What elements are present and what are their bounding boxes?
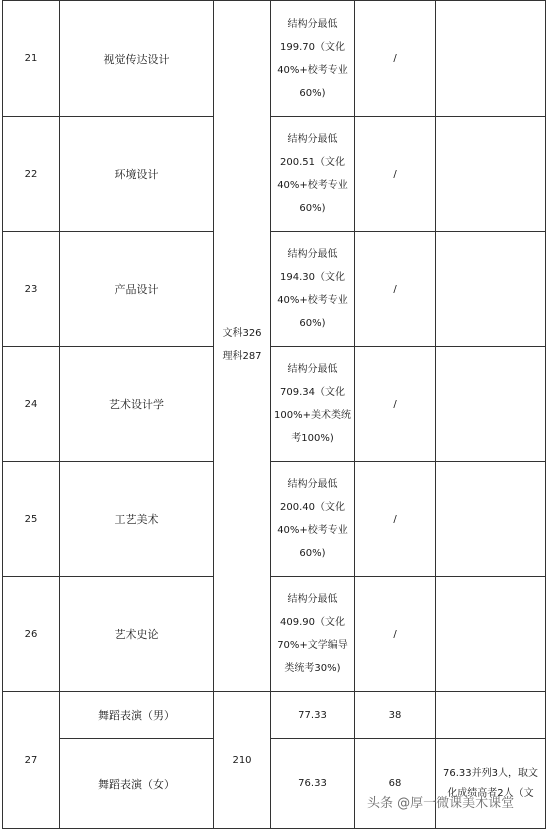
table-row: [3, 577, 546, 692]
major-name: 视觉传达设计: [60, 1, 214, 117]
row-number: 24: [3, 347, 60, 462]
plan-count: 38: [355, 692, 436, 739]
score-condition: 76.33: [271, 739, 355, 829]
remark-cell: [436, 577, 546, 692]
remark-cell: [436, 462, 546, 577]
plan-count: /: [355, 1, 436, 117]
remark-cell: [436, 347, 546, 462]
major-name: 工艺美术: [60, 462, 214, 577]
score-science: 理科287: [222, 351, 262, 362]
plan-count: /: [355, 232, 436, 347]
plan-count: /: [355, 577, 436, 692]
table-row: [3, 462, 546, 577]
score-condition: 结构分最低 194.30（文化 40%+校考专业 60%): [271, 232, 355, 347]
merged-score-cell: [214, 1, 271, 692]
plan-count: /: [355, 347, 436, 462]
row-number: 25: [3, 462, 60, 577]
major-name: 环境设计: [60, 117, 214, 232]
remark-cell: [436, 1, 546, 117]
table-row: [3, 739, 546, 829]
table-row: [3, 692, 546, 739]
major-name: 艺术设计学: [60, 347, 214, 462]
admission-score-table: [2, 0, 546, 829]
table-row: [3, 1, 546, 117]
merged-score-cell: 210: [214, 692, 271, 829]
major-name: 舞蹈表演（男）: [60, 692, 214, 739]
score-condition: 77.33: [271, 692, 355, 739]
remark-cell: 76.33并列3人，取文 化成绩高者2人（文: [436, 739, 546, 829]
score-liberal-arts: 文科326: [222, 328, 262, 339]
table-row: [3, 232, 546, 347]
row-number: 27: [3, 692, 60, 829]
major-name: 舞蹈表演（女）: [60, 739, 214, 829]
major-name: 艺术史论: [60, 577, 214, 692]
score-condition: 结构分最低 709.34（文化 100%+美术类统 考100%): [271, 347, 355, 462]
remark-cell: [436, 117, 546, 232]
row-number: 26: [3, 577, 60, 692]
table-row: [3, 117, 546, 232]
remark-cell: [436, 692, 546, 739]
row-number: 23: [3, 232, 60, 347]
plan-count: /: [355, 117, 436, 232]
row-number: 21: [3, 1, 60, 117]
watermark: 头条 @厚一微课美术课堂: [367, 796, 515, 811]
remark-cell: [436, 232, 546, 347]
table-row: [3, 347, 546, 462]
score-condition: 结构分最低 200.40（文化 40%+校考专业 60%): [271, 462, 355, 577]
major-name: 产品设计: [60, 232, 214, 347]
row-number: 22: [3, 117, 60, 232]
plan-count: /: [355, 462, 436, 577]
plan-count: 68: [355, 739, 436, 829]
score-condition: 结构分最低 409.90（文化 70%+文学编导 类统考30%): [271, 577, 355, 692]
score-condition: 结构分最低 199.70（文化 40%+校考专业 60%): [271, 1, 355, 117]
score-condition: 结构分最低 200.51（文化 40%+校考专业 60%): [271, 117, 355, 232]
